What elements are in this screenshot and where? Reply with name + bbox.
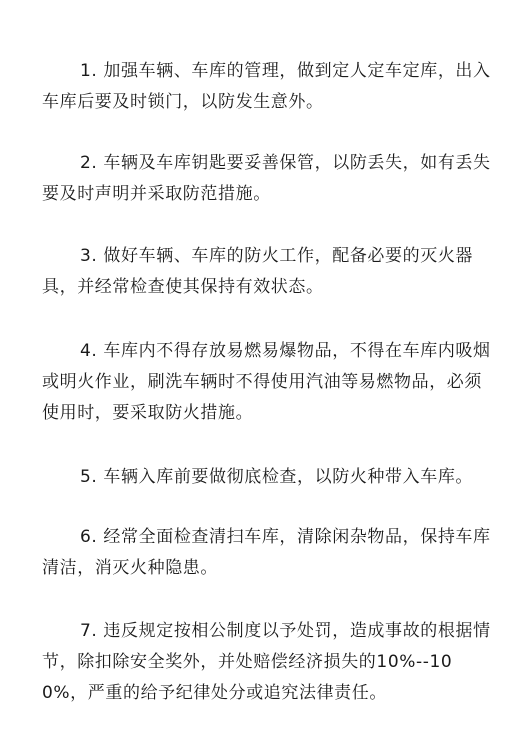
rule-paragraph-7: 7. 违反规定按相公制度以予处罚，造成事故的根据情节，除扣除安全奖外，并处赔偿经济损失的10%--100%，严重的给予纪律处分或追究法律责任。 bbox=[42, 621, 491, 703]
rule-paragraph-4: 4. 车库内不得存放易燃易爆物品，不得在车库内吸烟或明火作业，刷洗车辆时不得使用汽油等易燃物品，必须使用时，要采取防火措施。 bbox=[42, 341, 491, 423]
rule-paragraph-2: 2. 车辆及车库钥匙要妥善保管，以防丢失，如有丢失要及时声明并采取防范措施。 bbox=[42, 153, 491, 204]
rule-paragraph-6: 6. 经常全面检查清扫车库，清除闲杂物品，保持车库清洁，消灭火种隐患。 bbox=[42, 527, 491, 578]
rule-paragraph-1: 1. 加强车辆、车库的管理，做到定人定车定库，出入车库后要及时锁门，以防发生意外。 bbox=[42, 61, 491, 112]
rule-paragraph-5: 5. 车辆入库前要做彻底检查，以防火种带入车库。 bbox=[80, 467, 474, 487]
rule-paragraph-3: 3. 做好车辆、车库的防火工作，配备必要的灭火器具，并经常检查使其保持有效状态。 bbox=[42, 246, 474, 297]
